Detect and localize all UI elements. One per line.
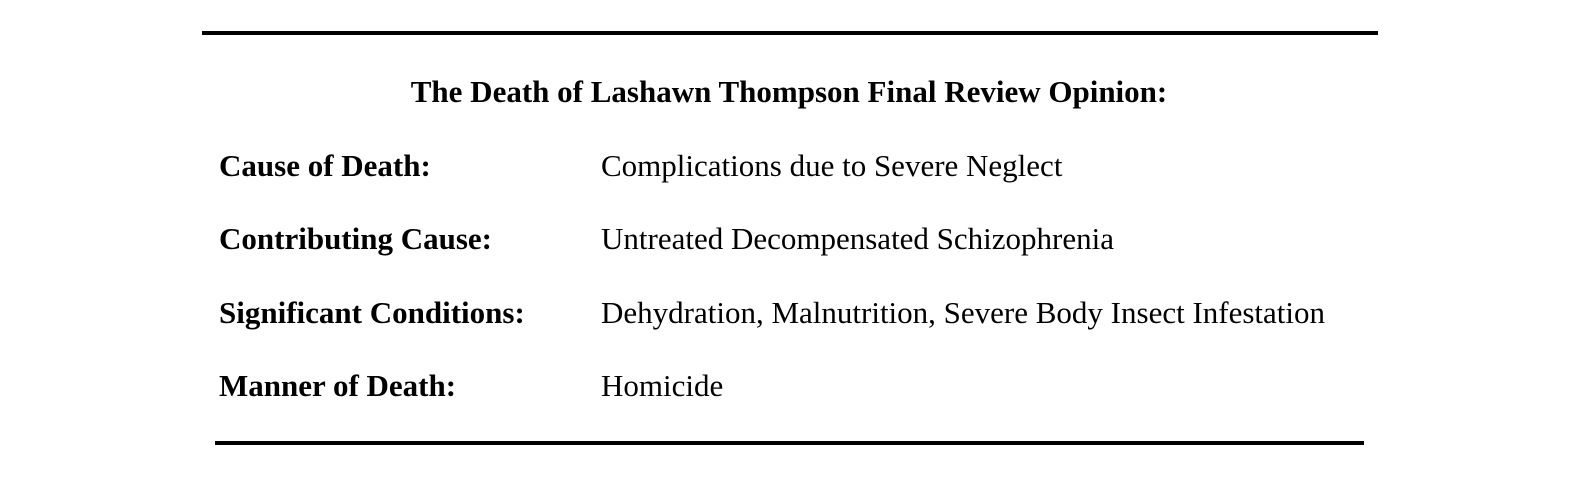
finding-row-significant-conditions <box>0 293 1572 333</box>
finding-label: Significant Conditions: <box>219 295 525 330</box>
document-title: The Death of Lashawn Thompson Final Review Opinion: <box>410 74 1168 109</box>
finding-label: Manner of Death: <box>219 368 457 403</box>
finding-value: Complications due to Severe Neglect <box>601 148 1063 183</box>
finding-row-contributing-cause <box>0 219 1572 259</box>
finding-row-manner-of-death <box>0 366 1572 406</box>
finding-value: Dehydration, Malnutrition, Severe Body Insect Infestation <box>601 295 1326 330</box>
top-divider <box>202 31 1378 35</box>
finding-label: Cause of Death: <box>219 148 431 183</box>
finding-value: Homicide <box>601 368 724 403</box>
finding-label: Contributing Cause: <box>219 221 493 256</box>
bottom-divider <box>215 441 1364 445</box>
finding-value: Untreated Decompensated Schizophrenia <box>601 221 1115 256</box>
finding-row-cause-of-death <box>0 146 1572 186</box>
